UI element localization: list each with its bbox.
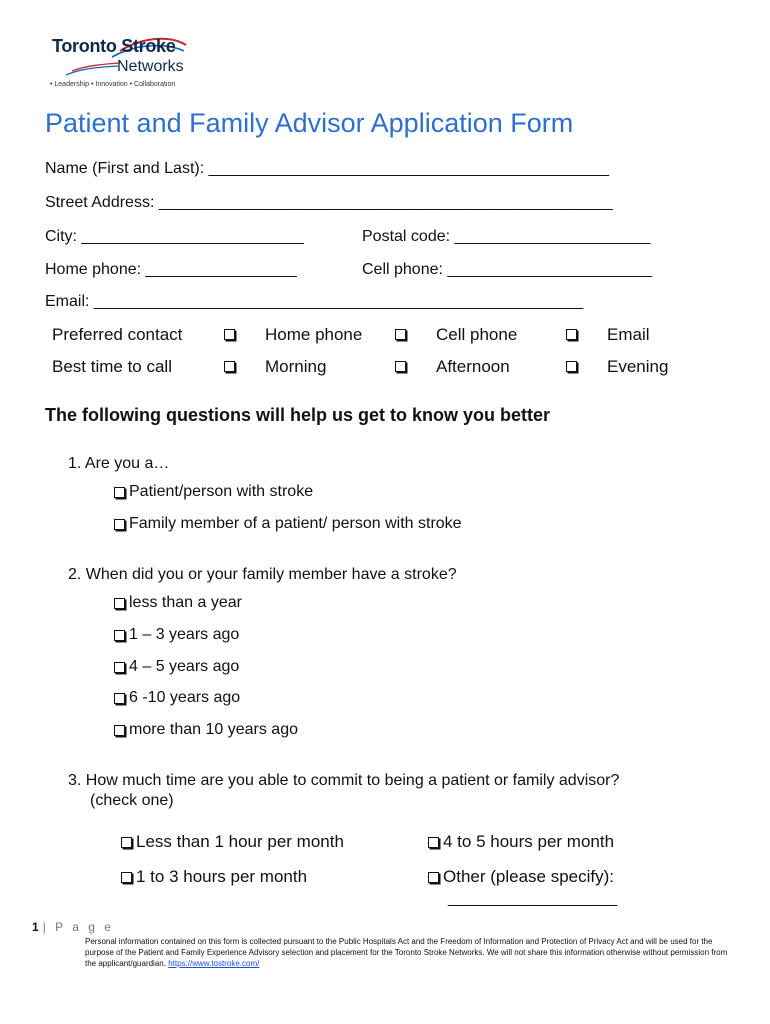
- question-option[interactable]: [114, 626, 239, 644]
- option-label: less than a year: [129, 594, 242, 611]
- option-label: Patient/person with stroke: [129, 483, 314, 500]
- checkbox-icon[interactable]: [395, 361, 406, 372]
- checkbox-icon[interactable]: [224, 361, 235, 372]
- website-link[interactable]: https://www.tostroke.com/: [168, 959, 260, 968]
- postal-code-field[interactable]: Postal code: ______________________: [362, 228, 651, 245]
- checkbox-icon[interactable]: [428, 837, 439, 848]
- privacy-text: Personal information contained on this form is collected pursuant to the Public Hospitals Act and the Freedom of Information and Protection of Privacy Act and will be used for the purpose of the Patient and Family Experience Advisory selection and placement for the Toronto Stroke Networks. We will not share this information otherwise without permission from the applicant/guardian.: [85, 937, 728, 968]
- checkbox-icon[interactable]: [224, 329, 235, 340]
- question-option[interactable]: [428, 832, 614, 852]
- option-label: Other (please specify):: [443, 867, 615, 886]
- name-field[interactable]: Name (First and Last): _____________________________________________: [45, 160, 610, 177]
- checkbox-icon[interactable]: [121, 872, 132, 883]
- checkbox-icon[interactable]: [114, 725, 125, 736]
- page-number-value: 1: [32, 920, 39, 934]
- checkbox-icon[interactable]: [395, 329, 406, 340]
- checkbox-icon[interactable]: [121, 837, 132, 848]
- city-field[interactable]: City: _________________________: [45, 228, 304, 245]
- checkbox-icon[interactable]: [428, 872, 439, 883]
- question-option[interactable]: [121, 832, 344, 852]
- question-option[interactable]: [114, 515, 462, 533]
- option-label: 4 to 5 hours per month: [443, 832, 615, 851]
- street-address-field[interactable]: Street Address: ___________________________________________________: [45, 194, 613, 211]
- best-time-label: Best time to call: [52, 357, 172, 376]
- page-number: [32, 920, 114, 934]
- form-title: Patient and Family Advisor Application Form: [45, 108, 574, 138]
- option-label: 1 – 3 years ago: [129, 626, 240, 643]
- preferred-contact-option: Home phone: [265, 325, 363, 344]
- best-time-option: Evening: [607, 357, 669, 376]
- question-option[interactable]: [114, 689, 240, 707]
- checkbox-icon[interactable]: [114, 519, 125, 530]
- checkbox-icon[interactable]: [114, 630, 125, 641]
- best-time-option: Morning: [265, 357, 327, 376]
- option-label: Family member of a patient/ person with stroke: [129, 515, 462, 532]
- checkbox-icon[interactable]: [566, 329, 577, 340]
- question-option[interactable]: [428, 867, 614, 887]
- cell-phone-field[interactable]: Cell phone: _______________________: [362, 261, 653, 278]
- option-label: 4 – 5 years ago: [129, 658, 240, 675]
- question-option[interactable]: [121, 867, 307, 887]
- option-label: more than 10 years ago: [129, 721, 298, 738]
- checkbox-icon[interactable]: [114, 662, 125, 673]
- logo-name: Toronto Stroke: [52, 36, 176, 56]
- option-label: 1 to 3 hours per month: [136, 867, 308, 886]
- preferred-contact-label: Preferred contact: [52, 325, 183, 344]
- option-label: 6 -10 years ago: [129, 689, 241, 706]
- privacy-notice: [85, 936, 735, 969]
- other-specify-field[interactable]: ___________________: [448, 890, 618, 907]
- question-3-note: (check one): [90, 792, 174, 809]
- preferred-contact-option: Cell phone: [436, 325, 518, 344]
- best-time-option: Afternoon: [436, 357, 510, 376]
- question-1: 1. Are you a…: [68, 455, 170, 472]
- logo-tagline: • Leadership • Innovation • Collaboration: [50, 81, 176, 88]
- checkbox-icon[interactable]: [114, 487, 125, 498]
- home-phone-field[interactable]: Home phone: _________________: [45, 261, 297, 278]
- section-heading: The following questions will help us get to know you better: [45, 405, 551, 425]
- option-label: Less than 1 hour per month: [136, 832, 344, 851]
- question-option[interactable]: [114, 721, 298, 739]
- question-option[interactable]: [114, 483, 313, 501]
- question-option[interactable]: [114, 658, 239, 676]
- question-option[interactable]: [114, 594, 242, 612]
- checkbox-icon[interactable]: [114, 598, 125, 609]
- logo-subtitle: Networks: [117, 58, 184, 75]
- question-3: 3. How much time are you able to commit to being a patient or family advisor?: [68, 772, 620, 789]
- question-2: 2. When did you or your family member have a stroke?: [68, 566, 457, 583]
- checkbox-icon[interactable]: [114, 693, 125, 704]
- checkbox-icon[interactable]: [566, 361, 577, 372]
- page-word: | P a g e: [42, 920, 114, 934]
- preferred-contact-option: Email: [607, 325, 650, 344]
- email-field[interactable]: Email: _______________________________________________________: [45, 293, 584, 310]
